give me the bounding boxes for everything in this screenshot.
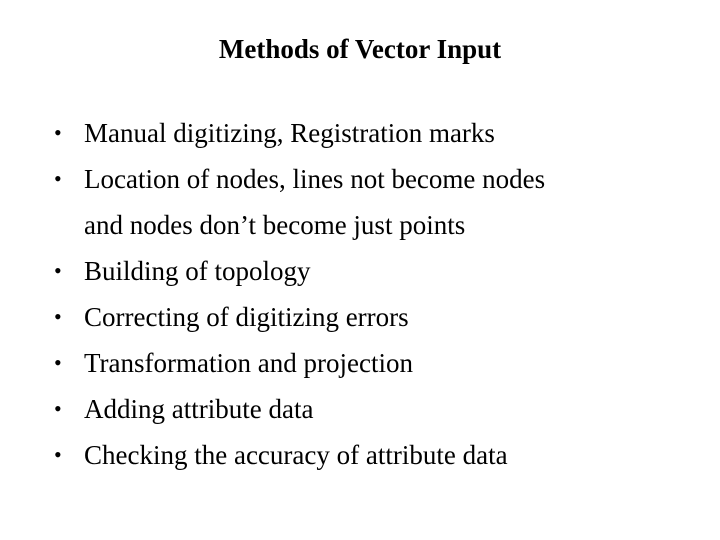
slide-title: Methods of Vector Input bbox=[218, 34, 502, 64]
bullet-icon: • bbox=[54, 442, 62, 467]
bullet-list bbox=[54, 110, 694, 478]
bullet-icon: • bbox=[54, 120, 62, 145]
bullet-item bbox=[54, 156, 694, 248]
bullet-icon: • bbox=[54, 396, 62, 421]
bullet-text: Manual digitizing, Registration marks bbox=[84, 118, 495, 148]
bullet-text: Adding attribute data bbox=[84, 394, 314, 424]
bullet-text: Correcting of digitizing errors bbox=[84, 302, 409, 332]
bullet-icon: • bbox=[54, 166, 62, 191]
bullet-icon: • bbox=[54, 350, 62, 375]
bullet-item bbox=[54, 432, 694, 478]
bullet-item bbox=[54, 248, 694, 294]
bullet-text: Transformation and projection bbox=[84, 348, 413, 378]
bullet-item bbox=[54, 294, 694, 340]
bullet-icon: • bbox=[54, 258, 62, 283]
bullet-text: Location of nodes, lines not become nodes and nodes don’t become just points bbox=[84, 164, 546, 240]
bullet-icon: • bbox=[54, 304, 62, 329]
bullet-item bbox=[54, 110, 694, 156]
bullet-item bbox=[54, 340, 694, 386]
bullet-item bbox=[54, 386, 694, 432]
bullet-text: Checking the accuracy of attribute data bbox=[84, 440, 508, 470]
bullet-text: Building of topology bbox=[84, 256, 311, 286]
